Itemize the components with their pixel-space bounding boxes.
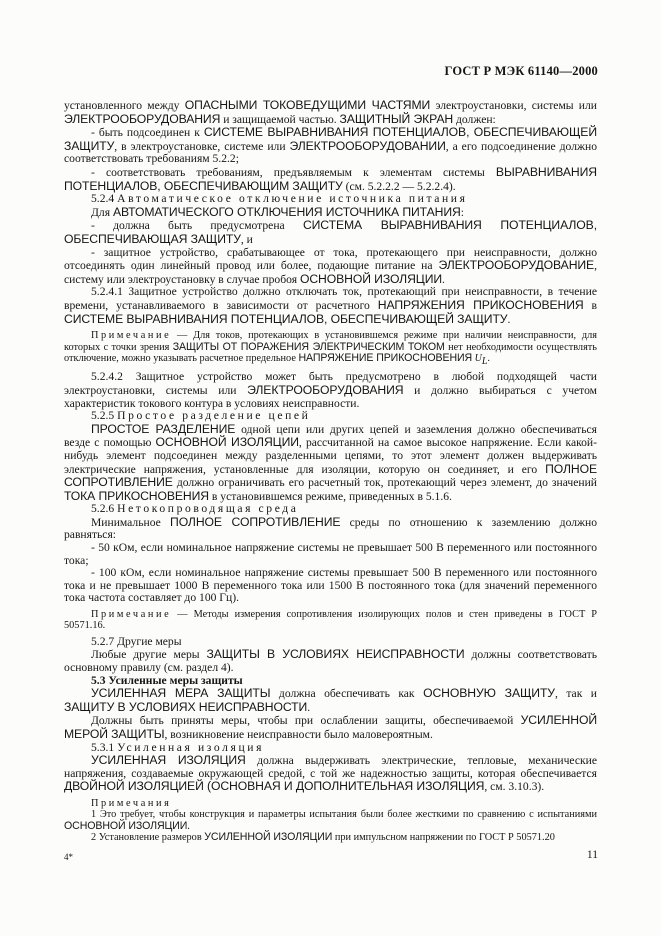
note: Примечание — Методы измерения сопротивления изолирующих полов и стен приведены в ГОСТ Р 50571.16. [64,609,597,632]
section-heading-5-2-7: 5.2.7 Другие меры [91,634,182,648]
paragraph: Должны быть приняты меры, чтобы при ослаблении защиты, обеспечиваемой УСИЛЕННОЙ МЕРОЙ ЗАЩИТЫ, возникновение неисправности было маловероятным. [64,713,597,742]
list-item: - защитное устройство, срабатывающее от тока, протекающего при неисправности, должно отсоединять один линейный провод или более, подающие питание на ЭЛЕКТРООБОРУДОВАНИЕ, систему или электроустановку в случае пробоя ОСНОВНОЙ ИЗОЛЯЦИИ. [64,245,597,286]
section-heading-5-2-5: 5.2.5 Простое разделение цепей [91,409,311,423]
paragraph-5-2-4-1: 5.2.4.1 Защитное устройство должно отключать ток, протекающий при неисправности, в течение времени, устанавливаемого в зависимости от расчетного НАПРЯЖЕНИЯ ПРИКОСНОВЕНИЯ в СИСТЕМЕ ВЫРАВНИВАНИЯ ПОТЕНЦИАЛОВ, ОБЕСПЕЧИВАЮЩЕЙ ЗАЩИТУ. [64,285,597,326]
standard-designation: ГОСТ Р МЭК 61140—2000 [444,64,598,78]
paragraph: установленного между ОПАСНЫМИ ТОКОВЕДУЩИМИ ЧАСТЯМИ электроустановки, системы или ЭЛЕКТРООБОРУДОВАНИЯ и защищаемой частью. ЗАЩИТНЫЙ ЭКРАН должен: [64,98,597,126]
paragraph: Минимальное ПОЛНОЕ СОПРОТИВЛЕНИЕ среды по отношению к заземлению должно равняться: [64,514,598,542]
page-number: 11 [586,848,598,861]
list-item: - соответствовать требованиям, предъявляемым к элементам системы ВЫРАВНИВАНИЯ ПОТЕНЦИАЛОВ, ОБЕСПЕЧИВАЮЩИМ ЗАЩИТУ (см. 5.2.2.2 — 5.2.2.4). [64,164,597,193]
section-heading-5-3-1: 5.3.1 Усиленная изоляция [91,740,264,754]
note-item: 1 Это требует, чтобы конструкция и параметры испытания были более жесткими по сравнению с испытаниями ОСНОВНОЙ ИЗОЛЯЦИИ. [64,809,597,832]
paragraph: УСИЛЕННАЯ МЕРА ЗАЩИТЫ должна обеспечивать как ОСНОВНУЮ ЗАЩИТУ, так и ЗАЩИТУ В УСЛОВИЯХ НЕИСПРАВНОСТИ. [64,686,598,714]
list-item: - 50 кОм, если номинальное напряжение системы не превышает 500 В переменного или постоянного тока; [64,541,597,567]
paragraph: ПРОСТОЕ РАЗДЕЛЕНИЕ одной цепи или других цепей и заземления должно обеспечиваться везде с помощью ОСНОВНОЙ ИЗОЛЯЦИИ, рассчитанной на самое высокое напряжение. Если какой-нибудь элемент подсоединен между разделенными цепями, то этот элемент должен выдерживать электрические напряжения, установленные для изоляции, которую он соединяет, и его ПОЛНОЕ СОПРОТИВЛЕНИЕ должно ограничивать его расчетный ток, протекающий через элемент, до значений ТОКА ПРИКОСНОВЕНИЯ в установившемся режиме, приведенных в 5.1.6. [64,421,597,503]
section-heading-5-3: 5.3 Усиленные меры защиты [91,673,243,687]
page-body [64,99,597,848]
list-item: - должна быть предусмотрена СИСТЕМА ВЫРАВНИВАНИЯ ПОТЕНЦИАЛОВ, ОБЕСПЕЧИВАЮЩАЯ ЗАЩИТУ, и [64,218,597,246]
paragraph: Для АВТОМАТИЧЕСКОГО ОТКЛЮЧЕНИЯ ИСТОЧНИКА ПИТАНИЯ: [91,204,464,219]
list-item: - 100 кОм, если номинальное напряжение системы превышает 500 В переменного или постоянного тока и не превышает 1000 В переменного тока или 1500 В постоянного тока (для значений переменного тока частота составляет до 100 Гц). [64,566,597,605]
section-heading-5-2-6: 5.2.6 Нетокопроводящая среда [91,502,299,516]
notes-heading: Примечания [91,797,172,809]
paragraph: Любые другие меры ЗАЩИТЫ В УСЛОВИЯХ НЕИСПРАВНОСТИ должны соответствовать основному правилу (см. раздел 4). [64,647,598,675]
paragraph: УСИЛЕННАЯ ИЗОЛЯЦИЯ должна выдерживать электрические, тепловые, механические напряжения, создаваемые окружающей средой, с той же надежностью защиты, которая обеспечивается ДВОЙНОЙ ИЗОЛЯЦИЕЙ (ОСНОВНАЯ И ДОПОЛНИТЕЛЬНАЯ ИЗОЛЯЦИЯ, см. 3.10.3). [64,753,597,794]
paragraph-5-2-4-2: 5.2.4.2 Защитное устройство может быть предусмотрено в любой подходящей части электроустановки, системы или ЭЛЕКТРООБОРУДОВАНИЯ и должно выбираться с учетом характеристик токового контура в условиях неисправности. [64,370,597,410]
list-item: - быть подсоединен к СИСТЕМЕ ВЫРАВНИВАНИЯ ПОТЕНЦИАЛОВ, ОБЕСПЕЧИВАЮЩЕЙ ЗАЩИТУ, в электроустановке, системе или ЭЛЕКТРООБОРУДОВАНИИ, а его подсоединение должно соответствовать требованиям 5.2.2; [64,125,597,166]
note: Примечание — Для токов, протекающих в установившемся режиме при наличии неисправности, для которых с точки зрения ЗАЩИТЫ ОТ ПОРАЖЕНИЯ ЭЛЕКТРИЧЕСКИМ ТОКОМ нет необходимости осуществлять отключение, можно указывать расчетное предельное НАПРЯЖЕНИЕ ПРИКОСНОВЕНИЯ $U_L$. [64,330,597,367]
section-heading-5-2-4: 5.2.4 Автоматическое отключение источника питания [91,192,468,206]
note-item: 2 Установление размеров УСИЛЕННОЙ ИЗОЛЯЦИИ при импульсном напряжении по ГОСТ Р 50571.20 [91,831,555,844]
sheet-mark: 4* [64,852,73,862]
